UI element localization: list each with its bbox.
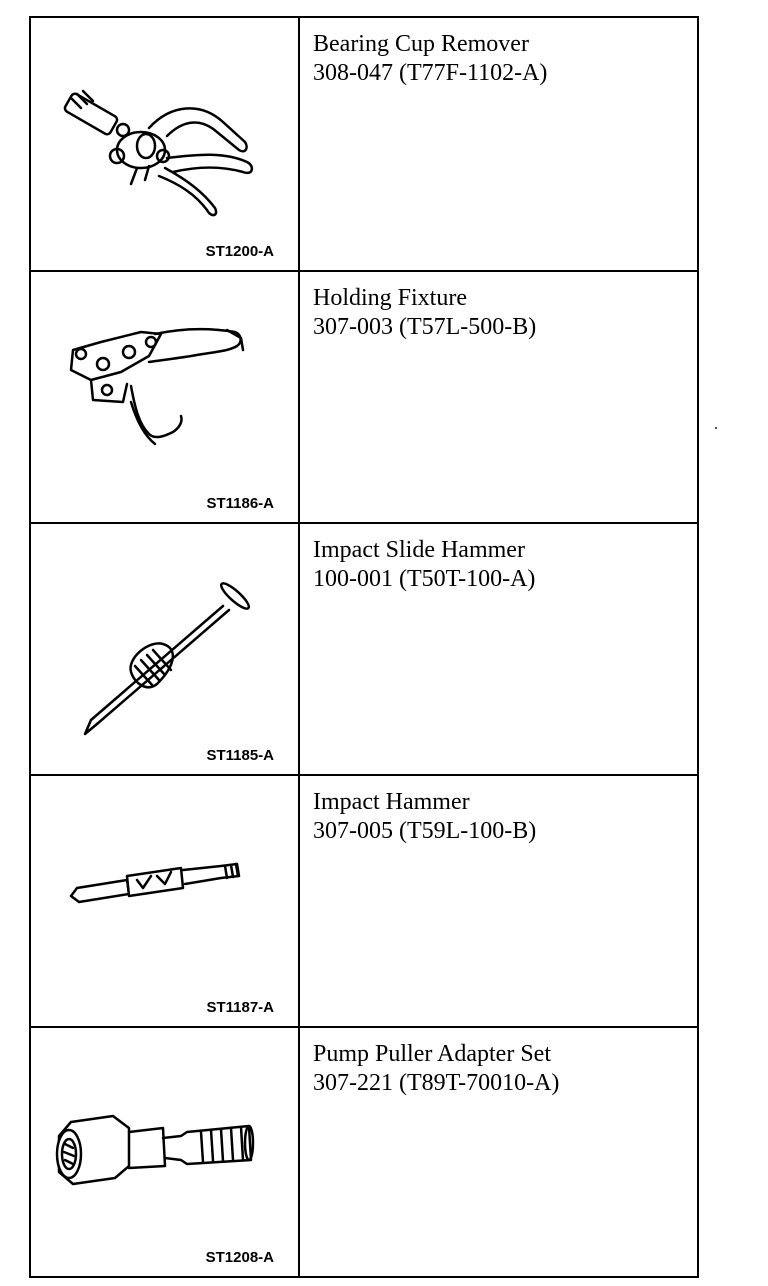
tool-row [31, 522, 697, 774]
tool-row [31, 774, 697, 1026]
tool-name: Bearing Cup Remover [313, 31, 529, 57]
tool-number: 307-005 (T59L-100-B) [313, 818, 537, 844]
tool-illustration-cell [31, 1028, 300, 1276]
tool-illustration-cell [31, 776, 300, 1026]
tool-description-cell [300, 18, 697, 270]
figure-code: ST1187-A [206, 999, 274, 1016]
impact-slide-hammer-icon [31, 524, 300, 776]
tool-number: 308-047 (T77F-1102-A) [313, 60, 548, 86]
tool-description-cell [300, 776, 697, 1026]
holding-fixture-icon [31, 272, 300, 524]
figure-code: ST1208-A [205, 1249, 274, 1266]
impact-hammer-icon [31, 776, 300, 1028]
tool-number: 307-003 (T57L-500-B) [313, 314, 537, 340]
tool-name: Impact Slide Hammer [313, 537, 525, 563]
special-tools-table [29, 16, 699, 1278]
scan-artifact-dot [715, 427, 717, 429]
tool-name: Holding Fixture [313, 285, 467, 311]
bearing-cup-remover-icon [31, 18, 300, 270]
tool-row [31, 1026, 697, 1276]
tool-row [31, 270, 697, 522]
tool-description-cell [300, 272, 697, 522]
tool-description-cell [300, 1028, 697, 1276]
tool-description-cell [300, 524, 697, 774]
pump-puller-adapter-icon [31, 1028, 300, 1278]
tool-illustration-cell [31, 524, 300, 774]
figure-code: ST1186-A [206, 495, 274, 512]
figure-code: ST1185-A [206, 747, 274, 764]
tool-illustration-cell [31, 18, 300, 270]
tool-name: Pump Puller Adapter Set [313, 1041, 551, 1067]
tool-number: 307-221 (T89T-70010-A) [313, 1070, 560, 1096]
tool-row [31, 18, 697, 270]
tool-illustration-cell [31, 272, 300, 522]
tool-name: Impact Hammer [313, 789, 470, 815]
figure-code: ST1200-A [205, 243, 274, 260]
tool-number: 100-001 (T50T-100-A) [313, 566, 536, 592]
